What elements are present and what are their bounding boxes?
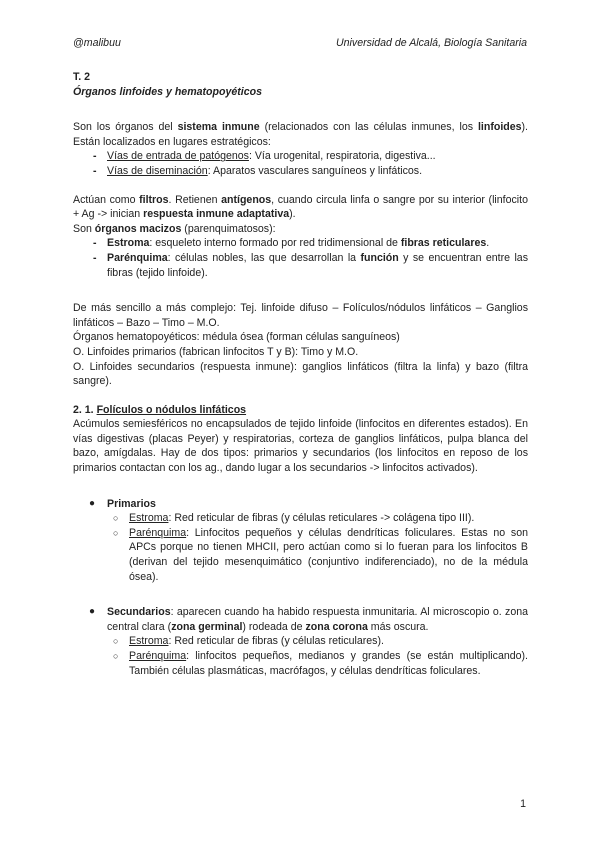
text-run: : aparecen cuando ha habido respuesta inmunitaria. Al microscopio o. zona central clara ( — [107, 606, 528, 633]
text-run: Son — [73, 222, 95, 235]
text-bold: antígenos — [221, 193, 272, 206]
header-author: @malibuu — [73, 37, 121, 49]
text-bold: filtros — [139, 193, 169, 206]
list-item — [107, 649, 528, 678]
list-item — [73, 164, 528, 179]
section-title: Folículos o nódulos linfáticos — [96, 403, 247, 416]
secundarios-title: Secundarios — [107, 606, 171, 619]
intro-paragraph — [73, 120, 528, 149]
list-term: Parénquima — [107, 251, 168, 264]
list-text: : Vía urogenital, respiratoria, digestiva... — [248, 150, 436, 163]
text-run: ) rodeada de — [242, 620, 306, 633]
text-bold: zona corona — [305, 620, 368, 633]
text-bold: zona germinal — [171, 620, 243, 633]
hematopoyeticos-line: Órganos hematopoyéticos: médula ósea (forman células sanguíneos) — [73, 331, 400, 344]
text-run: . Retienen — [168, 193, 222, 206]
section-paragraph: Acúmulos semiesféricos no encapsulados de tejido linfoide (linfocitos en diferentes estados). En vías digestivas (placas Peyer) y respiratorias, corteza de ganglios linfáticos, pulpa blanca del bazo, amígdalas. Hay de dos tipos: primarios y secundarios (los linfocitos en reposo de los primarios contactan con los ag., dando lugar a los secundarios -> linfocitos activados). — [73, 418, 528, 475]
text-bold: sistema inmune — [177, 121, 260, 134]
list-term: Parénquima — [129, 650, 187, 662]
list-text: : Red reticular de fibras (y células reticulares). — [168, 635, 384, 648]
secundarios-line: O. Linfoides secundarios (respuesta inmune): ganglios linfáticos (filtra la linfa) y bazo (filtra sangre). — [73, 360, 528, 388]
text-bold: órganos macizos — [94, 222, 182, 235]
topic-title: Órganos linfoides y hematopoyéticos — [73, 85, 262, 98]
text-run: Son los órganos del — [73, 121, 178, 134]
list-item — [73, 236, 528, 251]
page-number: 1 — [520, 798, 526, 810]
text-run: (parenquimatosos): — [181, 222, 276, 235]
list-term: Estroma — [129, 512, 169, 525]
list-term: Estroma — [107, 237, 150, 250]
list-text: : Red reticular de fibras (y células reticulares -> colágena tipo III). — [168, 512, 475, 525]
macizos-line — [73, 222, 528, 237]
text-bold: respuesta inmune adaptativa — [143, 208, 290, 221]
list-text: . — [486, 237, 490, 250]
text-run: Actúan como — [73, 193, 140, 206]
list-text: y se encuentran entre las fibras (tejido linfoide). — [107, 251, 529, 279]
intro-list — [73, 149, 528, 178]
primarios-block — [73, 497, 528, 585]
secundarios-block — [73, 605, 528, 678]
list-term: Vías de entrada de patógenos — [107, 150, 249, 163]
primarios-list — [107, 511, 528, 584]
text-bold: linfoides — [477, 121, 522, 134]
text-run: más oscura. — [367, 620, 429, 633]
list-term: Vías de diseminación — [107, 164, 208, 177]
header-institution: Universidad de Alcalá, Biología Sanitaria — [336, 37, 527, 49]
list-term: Parénquima — [129, 526, 187, 539]
list-text: : Aparatos vasculares sanguíneos y linfáticos. — [207, 164, 423, 177]
bullet-icon: ● — [89, 606, 96, 618]
list-term: Estroma — [129, 635, 169, 648]
text-run: ). Están localizados en lugares estratégicos: — [73, 121, 529, 148]
list-text: : Linfocitos pequeños y células dendríticas foliculares. Estas no son APCs porque no tienen MHCII, pero actúan como si lo fueran para los linfocitos B (derivan del tejido mesenquimático (conjuntivo indiferenciado), no de la médula ósea). — [129, 526, 528, 583]
list-text: : linfocitos pequeños, medianos y grandes (se están multiplicando). También células plasmáticas, macrófagos, y células dendríticas foliculares. — [129, 650, 528, 677]
text-bold: fibras reticulares — [400, 237, 487, 250]
macizos-list — [73, 236, 528, 280]
text-run: ). — [289, 208, 296, 221]
list-item — [107, 526, 528, 584]
page-content — [73, 70, 528, 678]
list-item — [107, 634, 528, 649]
primarios-line: O. Linfoides primarios (fabrican linfocitos T y B): Timo y M.O. — [73, 345, 359, 358]
section-heading — [73, 403, 528, 418]
text-run: (relacionados con las células inmunes, los — [259, 121, 478, 134]
filters-paragraph — [73, 193, 528, 222]
list-item — [73, 149, 528, 164]
complexity-line: De más sencillo a más complejo: Tej. linfoide difuso – Folículos/nódulos linfáticos – Ganglios linfáticos – Bazo – Timo – M.O. — [73, 302, 528, 329]
bullet-icon: ● — [89, 497, 96, 509]
text-bold: función — [360, 251, 399, 264]
topic-number: T. 2 — [73, 71, 91, 83]
secundarios-paragraph — [107, 605, 528, 634]
text-run: , cuando circula linfa o sangre por su interior (linfocito + Ag -> inician — [73, 193, 528, 221]
list-text: : células nobles, las que desarrollan la — [167, 251, 361, 264]
secundarios-list — [107, 634, 528, 678]
primarios-title: Primarios — [107, 497, 156, 510]
list-item — [107, 511, 528, 526]
list-text: : esqueleto interno formado por red tridimensional de — [149, 237, 401, 250]
list-item — [73, 251, 528, 280]
section-number: 2. 1. — [73, 403, 97, 416]
